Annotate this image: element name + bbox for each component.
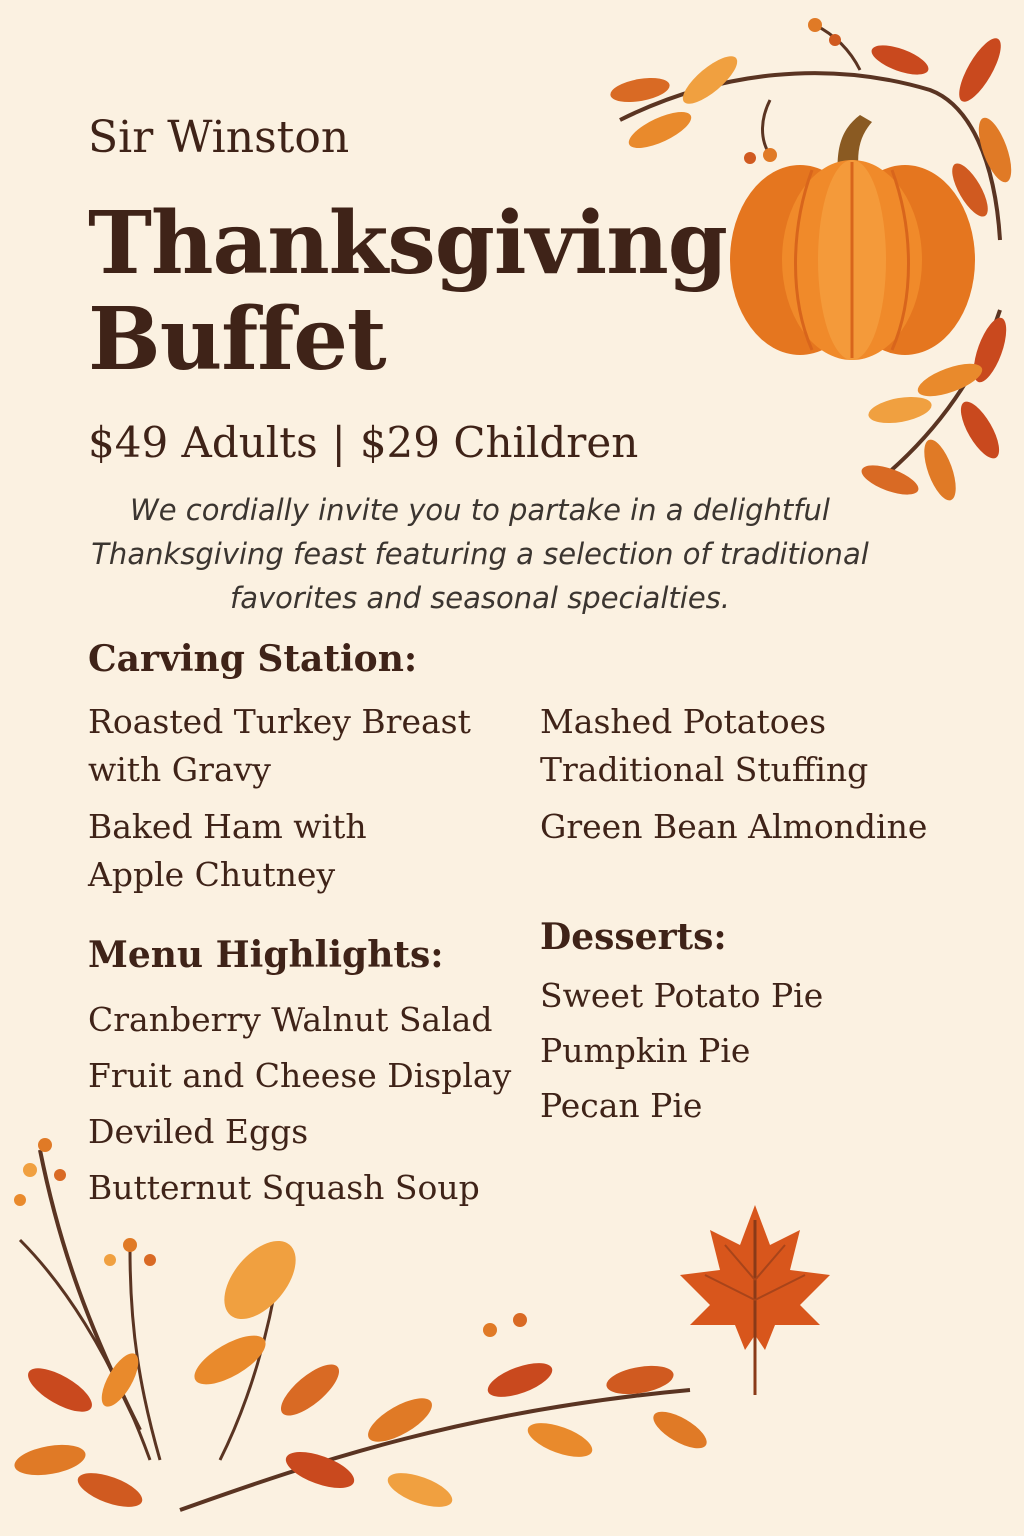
carving-item-turkey-line-1: Roasted Turkey Breast [88, 702, 471, 741]
carving-item-turkey-line-2: with Gravy [88, 750, 271, 789]
price-adults: $49 Adults [88, 418, 318, 467]
pumpkin-illustration [720, 100, 990, 370]
carving-item-ham-line-2: Apple Chutney [88, 855, 336, 894]
price-separator: | [331, 418, 346, 467]
side-item: Mashed Potatoes [540, 702, 827, 741]
dessert-item: Pecan Pie [540, 1086, 703, 1125]
side-item: Green Bean Almondine [540, 807, 928, 846]
invitation-line-1: We cordially invite you to partake in a delightful [130, 493, 830, 527]
maple-leaf-illustration [670, 1200, 840, 1400]
venue-name: Sir Winston [88, 112, 350, 163]
dessert-item: Sweet Potato Pie [540, 976, 824, 1015]
highlight-item: Butternut Squash Soup [88, 1168, 480, 1207]
dessert-item: Pumpkin Pie [540, 1031, 751, 1070]
side-item: Traditional Stuffing [540, 750, 869, 789]
price-line [88, 418, 638, 467]
invitation-line-2: Thanksgiving feast featuring a selection of traditional [91, 537, 869, 571]
carving-item-ham [88, 803, 367, 899]
title-line-1: Thanksgiving [88, 193, 727, 294]
highlight-item: Deviled Eggs [88, 1112, 309, 1151]
invitation-text [20, 488, 940, 620]
page-title [88, 193, 727, 390]
carving-station-heading: Carving Station: [88, 638, 418, 680]
price-children: $29 Children [359, 418, 639, 467]
carving-item-turkey [88, 698, 471, 794]
menu-highlights-heading: Menu Highlights: [88, 934, 444, 976]
carving-item-ham-line-1: Baked Ham with [88, 807, 367, 846]
invitation-line-3: favorites and seasonal specialties. [230, 581, 730, 615]
title-line-2: Buffet [88, 289, 386, 390]
highlight-item: Fruit and Cheese Display [88, 1056, 512, 1095]
desserts-heading: Desserts: [540, 916, 727, 958]
highlight-item: Cranberry Walnut Salad [88, 1000, 493, 1039]
